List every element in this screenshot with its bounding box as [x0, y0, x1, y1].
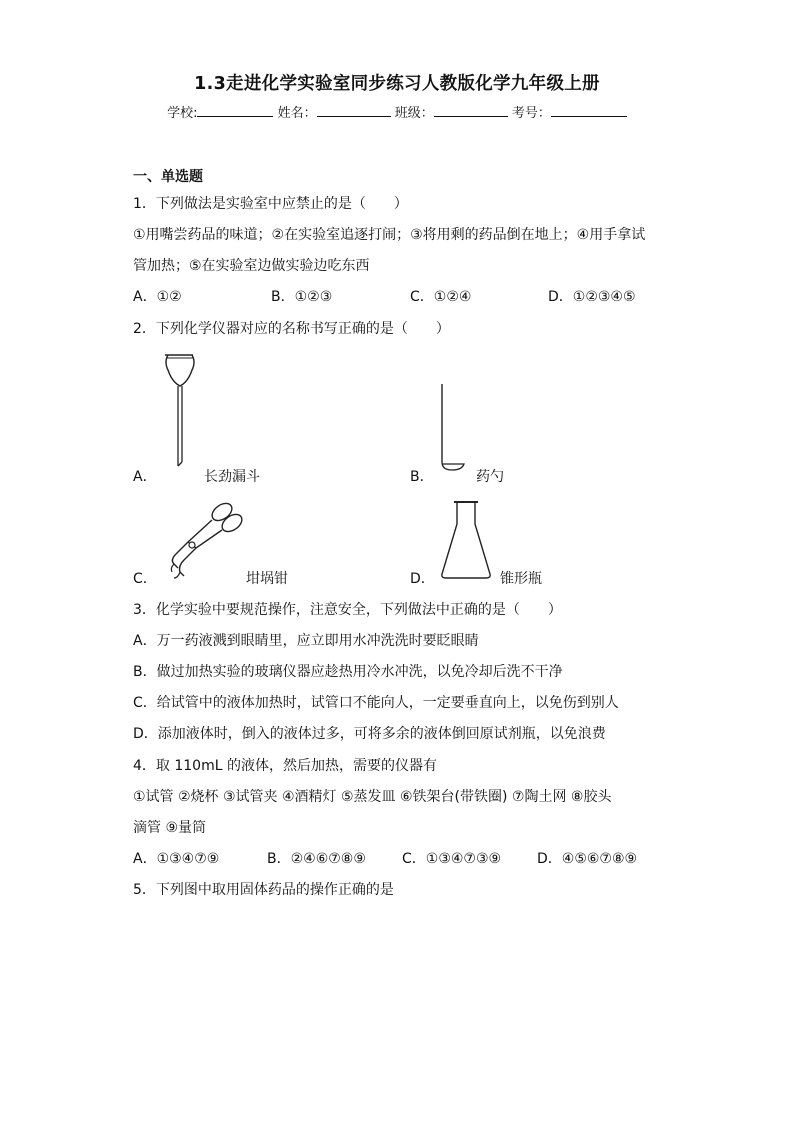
q2-option-c-letter: C． [133, 571, 157, 587]
class-label: 班级： [394, 106, 434, 121]
student-info-line [0, 102, 794, 121]
q1-text-line2: 管加热；⑤在实验室边做实验边吃东西 [133, 258, 370, 274]
class-blank [434, 104, 508, 117]
school-label: 学校: [167, 106, 198, 121]
q4-option-d: D．④⑤⑥⑦⑧⑨ [537, 851, 638, 867]
q1-option-d: D．①②③④⑤ [548, 289, 636, 305]
q4-stem: 4．取 110mL 的液体，然后加热，需要的仪器有 [133, 758, 437, 774]
q2-option-d-letter: D． [410, 571, 435, 587]
conical-flask-icon [438, 500, 494, 582]
q4-text-line1: ①试管 ②烧杯 ③试管夹 ④酒精灯 ⑤蒸发皿 ⑥铁架台(带铁圈) ⑦陶土网 ⑧胶头 [133, 789, 612, 805]
q2-option-a-name: 长劲漏斗 [204, 469, 260, 485]
q2-stem: 2．下列化学仪器对应的名称书写正确的是（ ） [133, 321, 450, 337]
q3-option-a: A．万一药液溅到眼睛里，应立即用水冲洗洗时要眨眼睛 [133, 633, 479, 649]
q4-option-a: A．①③④⑦⑨ [133, 851, 220, 867]
exam-no-label: 考号： [511, 106, 551, 121]
section-heading: 一、单选题 [133, 169, 203, 185]
q5-stem: 5．下列图中取用固体药品的操作正确的是 [133, 882, 394, 898]
q1-option-a: A．①② [133, 289, 182, 305]
q3-option-d: D．添加液体时，倒入的液体过多，可将多余的液体倒回原试剂瓶，以免浪费 [133, 726, 606, 742]
q1-stem: 1．下列做法是实验室中应禁止的是（ ） [133, 196, 408, 212]
q2-option-a-letter: A． [133, 469, 157, 485]
q2-option-c-name: 坩埚钳 [246, 571, 288, 587]
school-blank [197, 104, 273, 117]
name-label: 姓名： [277, 106, 317, 121]
q3-stem: 3．化学实验中要规范操作，注意安全，下列做法中正确的是（ ） [133, 602, 562, 618]
q2-option-d-name: 锥形瓶 [500, 571, 542, 587]
q1-option-c: C．①②④ [410, 289, 472, 305]
page-title: 1.3走进化学实验室同步练习人教版化学九年级上册 [194, 74, 600, 94]
long-neck-funnel-icon [160, 352, 200, 472]
q4-option-b: B．②④⑥⑦⑧⑨ [267, 851, 366, 867]
medicine-spoon-icon [436, 382, 470, 476]
q1-text-line1: ①用嘴尝药品的味道；②在实验室追逐打闹；③将用剩的药品倒在地上；④用手拿试 [133, 227, 646, 243]
q2-option-b-name: 药勺 [476, 469, 504, 485]
q4-text-line2: 滴管 ⑨量筒 [133, 820, 207, 836]
q3-option-c: C．给试管中的液体加热时，试管口不能向人，一定要垂直向上，以免伤到别人 [133, 695, 619, 711]
q1-option-b: B．①②③ [271, 289, 333, 305]
q2-option-b-letter: B． [410, 469, 434, 485]
name-blank [317, 104, 391, 117]
exam-no-blank [551, 104, 627, 117]
q4-option-c: C．①③④⑦③⑨ [402, 851, 502, 867]
crucible-tongs-icon [160, 498, 244, 582]
q3-option-b: B．做过加热实验的玻璃仪器应趁热用冷水冲洗，以免冷却后洗不干净 [133, 664, 563, 680]
